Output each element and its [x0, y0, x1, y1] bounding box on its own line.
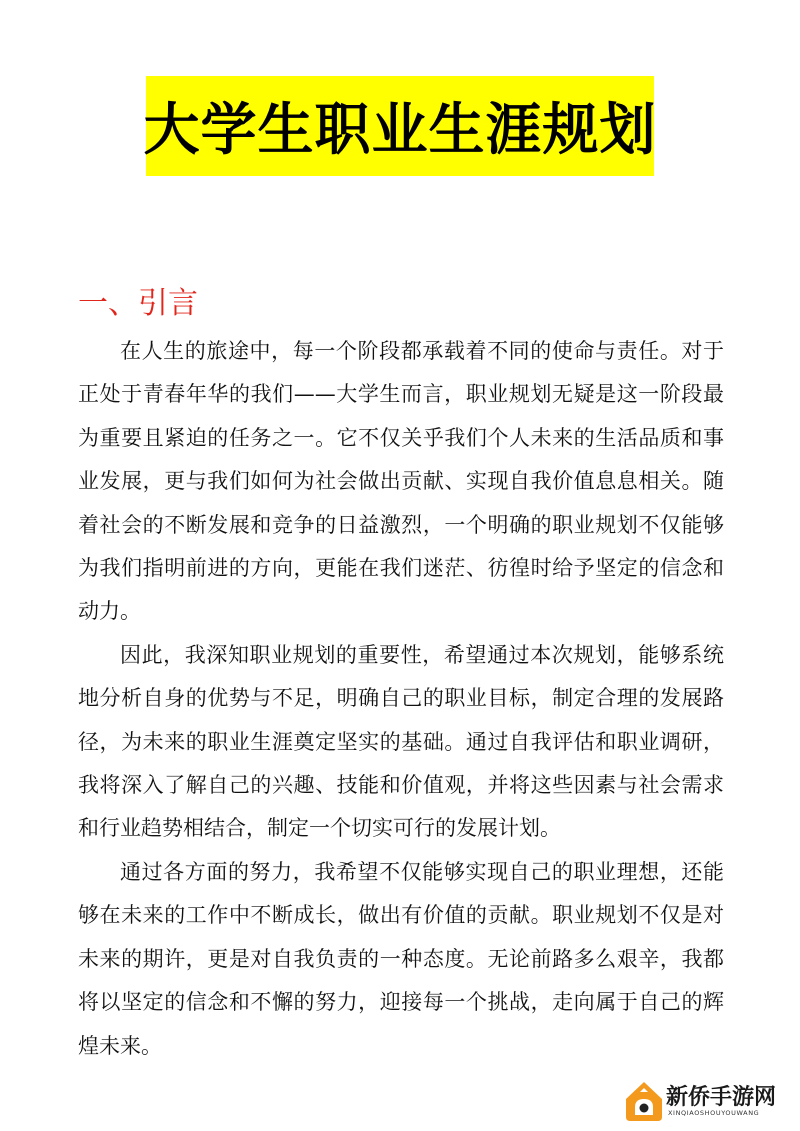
document-body	[78, 330, 724, 1068]
section-heading: 一、引言	[78, 286, 198, 321]
watermark-subtitle: XINQIAOSHOUYOUWANG	[668, 1109, 760, 1117]
title-highlight-box	[143, 76, 657, 176]
paragraph-3: 通过各方面的努力，我希望不仅能够实现自己的职业理想，还能够在未来的工作中不断成长，做出有价值的贡献。职业规划不仅是对未来的期许，更是对自我负责的一种态度。无论前路多么艰辛，我都将以坚定的信念和不懈的努力，迎接每一个挑战，走向属于自己的辉煌未来。	[78, 859, 724, 1058]
watermark-name: 新侨手游网	[666, 1085, 777, 1110]
watermark-logo	[622, 1077, 786, 1125]
house-logo-icon	[622, 1077, 666, 1123]
paragraph-1: 在人生的旅途中，每一个阶段都承载着不同的使命与责任。对于正处于青春年华的我们——大学生而言，职业规划无疑是这一阶段最为重要且紧迫的任务之一。它不仅关乎我们个人未来的生活品质和事业发展，更与我们如何为社会做出贡献、实现自我价值息息相关。随着社会的不断发展和竞争的日益激烈，一个明确的职业规划不仅能够为我们指明前进的方向，更能在我们迷茫、彷徨时给予坚定的信念和动力。	[78, 339, 724, 624]
paragraph-2: 因此，我深知职业规划的重要性，希望通过本次规划，能够系统地分析自身的优势与不足，明确自己的职业目标，制定合理的发展路径，为未来的职业生涯奠定坚实的基础。通过自我评估和职业调研，我将深入了解自己的兴趣、技能和价值观，并将这些因素与社会需求和行业趋势相结合，制定一个切实可行的发展计划。	[78, 642, 724, 841]
document-title: 大学生职业生涯规划	[143, 98, 657, 163]
